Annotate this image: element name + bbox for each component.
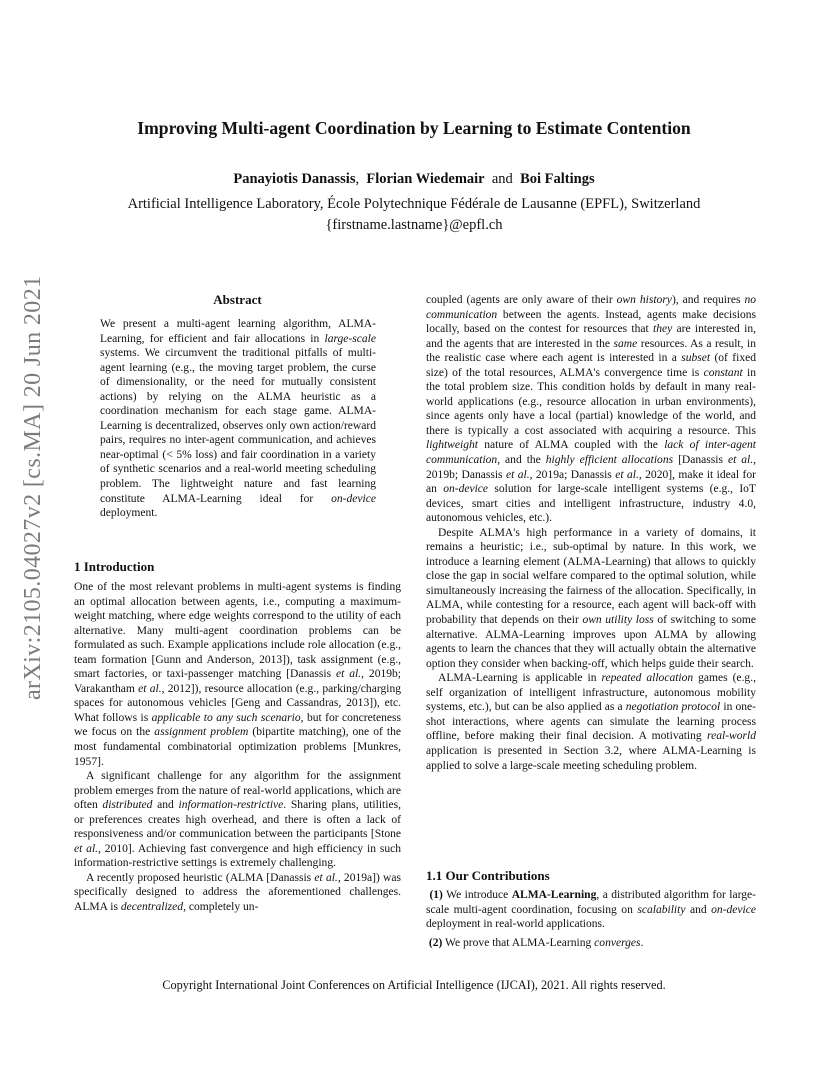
contributions-heading: 1.1 Our Contributions bbox=[426, 868, 550, 883]
email: {firstname.lastname}@epfl.ch bbox=[325, 217, 503, 233]
copyright-notice: Copyright International Joint Conferences on Artificial Intelligence (IJCAI), 2021. All rights reserved. bbox=[162, 978, 666, 992]
arxiv-stamp: arXiv:2105.04027v2 [cs.MA] 20 Jun 2021 bbox=[20, 275, 46, 700]
author-list bbox=[0, 171, 828, 188]
right-column-body: coupled (agents are only aware of their own history), and requires no communication between the agents. Instead, agents make decisions locally, based on the contest for resources that they are interested in, and the agents that are interested in the same resources. As a result, in the realistic case where each agent is interested in a subset (of fixed size) of the total resources, ALMA's convergence time is constant in the total problem size. This condition holds by default in many real-world applications (e.g., resource allocation in urban environments), since agents only have a local (partial) knowledge of the world, and there is typically a cost associated with acquiring a resource. This lightweight nature of ALMA coupled with the lack of inter-agent communication, and the highly efficient allocations [Danassis et al., 2019b; Danassis et al., 2019a; Danassis et al., 2020], make it ideal for an on-device solution for large-scale intelligent systems (e.g., IoT devices, smart cities and intelligent infrastructure, industry 4.0, autonomous vehicles, etc.). Despite ALMA's high performance in a variety of domains, it remains a heuristic; i.e., sub-optimal by nature. In this work, we introduce a learning element (ALMA-Learning) that allows to quickly close the gap in social welfare compared to the optimal solution, while simultaneously increasing the fairness of the allocation. Specifically, in ALMA, while contesting for a resource, each agent will back-off with probability that depends on their own utility loss of switching to some alternative. ALMA-Learning improves upon ALMA by allowing agents to learn the chances that they will actually obtain the alternative option they consider when backing-off, which helps guide their search. ALMA-Learning is applicable in repeated allocation games (e.g., self organization of intelligent infrastructure, autonomous mobility systems, etc.), but can be also applied as a negotiation protocol in one-shot interactions, where agents can simulate the learning process offline, before making their final decision. A motivating real-world application is presented in Section 3.2, where ALMA-Learning is applied to solve a large-scale meeting scheduling problem. bbox=[426, 294, 756, 772]
affiliation: Artificial Intelligence Laboratory, École Polytechnique Fédérale de Lausanne (EPFL), Switzerland bbox=[127, 196, 701, 212]
author-2: Florian Wiedemair bbox=[366, 171, 485, 187]
intro-body: One of the most relevant problems in multi-agent systems is finding an optimal allocation between agents, i.e., computing a maximum-weight matching, where edge weights correspond to the utility of each alternative. Many multi-agent coordination problems can be formulated as such. Example applications include role allocation (e.g., team formation [Gunn and Anderson, 2013]), task assignment (e.g., smart factories, or taxi-passenger matching [Danassis et al., 2019b; Varakantham et al., 2012]), resource allocation (e.g., parking/charging spaces for autonomous vehicles [Geng and Cassandras, 2013]), etc. What follows is applicable to any such scenario, but for concreteness we focus on the assignment problem (bipartite matching), one of the most fundamental combinatorial optimization problems [Munkres, 1957]. A significant challenge for any algorithm for the assignment problem emerges from the nature of real-world applications, which are often distributed and information-restrictive. Sharing plans, utilities, or preferences creates high overhead, and there is often a lack of responsiveness and/or communication between the participants [Stone et al., 2010]. Achieving fast convergence and high efficiency in such information-restrictive settings is extremely challenging. A recently proposed heuristic (ALMA [Danassis et al., 2019a]) was specifically designed to address the aforementioned challenges. ALMA is decentralized, completely un- bbox=[74, 581, 402, 914]
abstract-heading: Abstract bbox=[213, 292, 262, 307]
contributions-list: (1) We introduce ALMA-Learning, a distributed algorithm for large-scale multi-agent coordination, focusing on scalability and on-device deployment in real-world applications. (2) We prove that ALMA-Learning converges. bbox=[426, 889, 756, 949]
abstract-body: We present a multi-agent learning algorithm, ALMA-Learning, for efficient and fair allocations in large-scale systems. We circumvent the traditional pitfalls of multi-agent learning (e.g., the moving target problem, the curse of dimensionality, or the need for mutually consistent actions) by relying on the ALMA heuristic as a coordination mechanism for each stage game. ALMA-Learning is decentralized, observes only own action/reward pairs, requires no inter-agent communication, and achieves near-optimal (< 5% loss) and fair coordination in a variety of synthetic scenarios and a real-world meeting scheduling problem. The lightweight nature and fast learning constitute ALMA-Learning ideal for on-device deployment. bbox=[100, 318, 376, 520]
affiliation-block bbox=[0, 194, 828, 236]
author-3: Boi Faltings bbox=[520, 171, 595, 187]
author-separator: , bbox=[355, 171, 360, 187]
author-1: Panayiotis Danassis bbox=[233, 171, 356, 187]
intro-heading: 1 Introduction bbox=[74, 559, 155, 574]
paper-title: Improving Multi-agent Coordination by Learning to Estimate Contention bbox=[137, 118, 691, 138]
author-and: and bbox=[491, 171, 513, 187]
